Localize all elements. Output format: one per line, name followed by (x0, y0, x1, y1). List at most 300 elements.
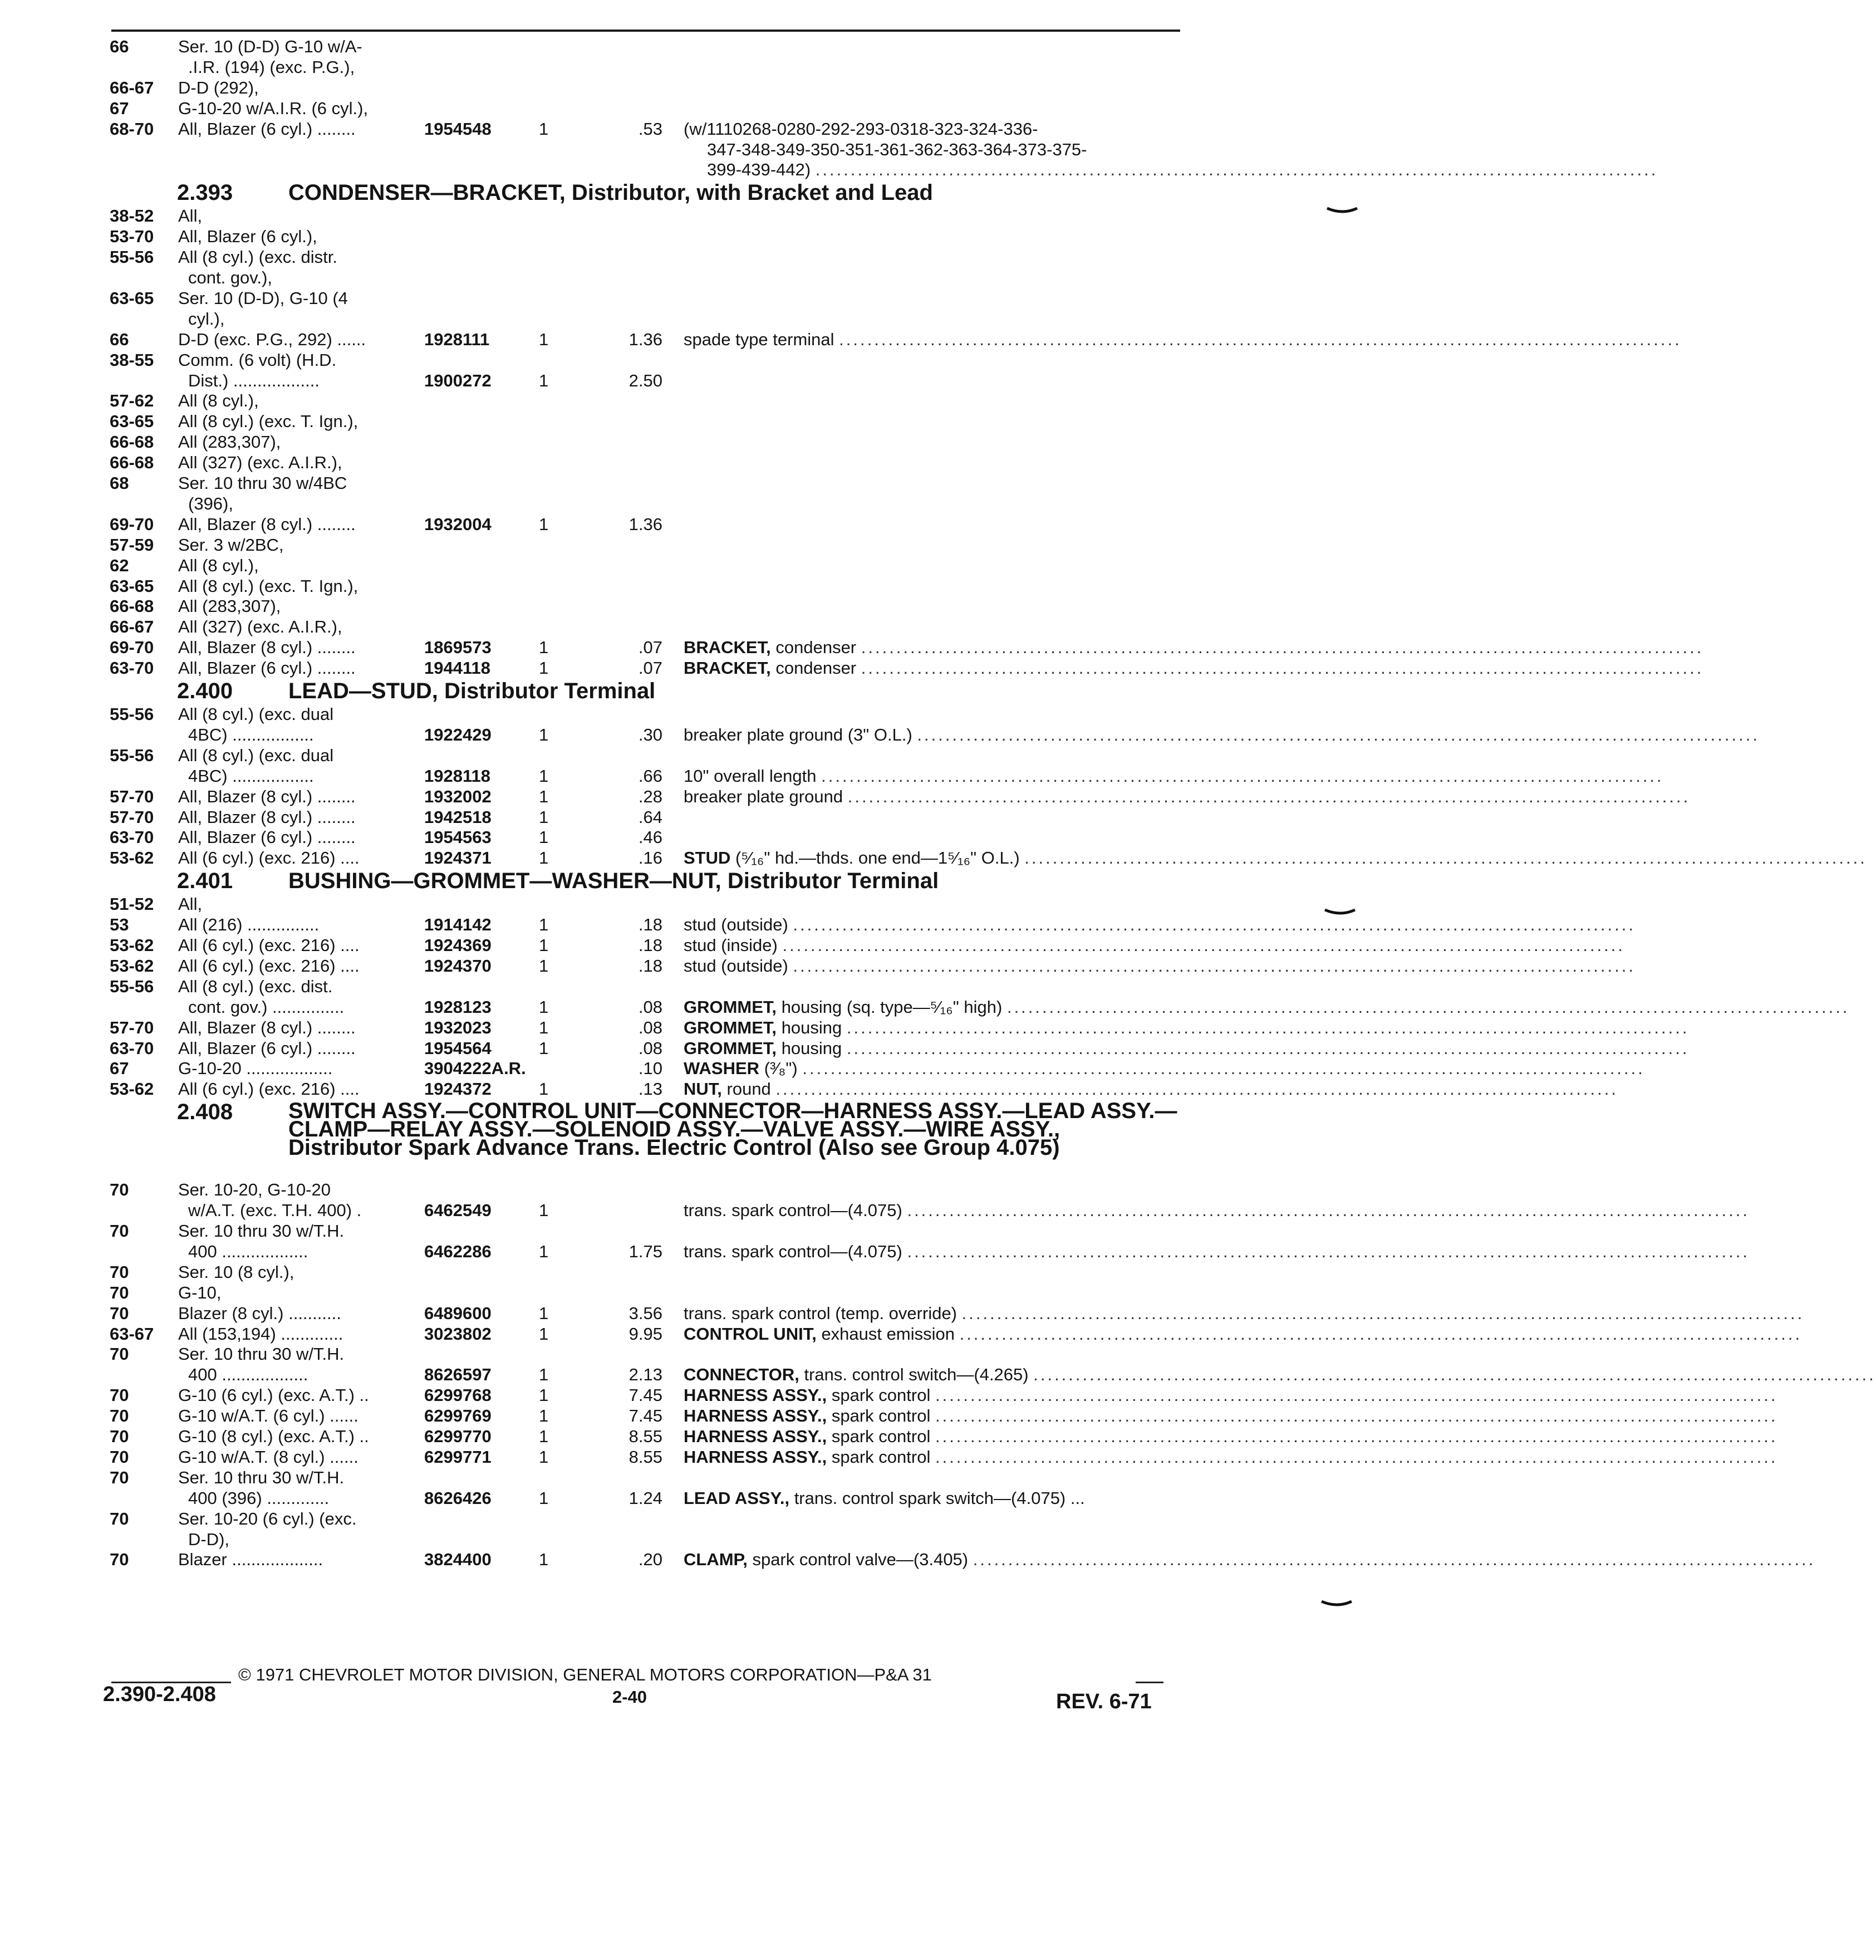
part-row (0, 247, 1407, 267)
part-row (0, 268, 1407, 288)
part-number: 3023802 (424, 1324, 492, 1344)
footer-section-range: 2.390-2.408 (103, 1683, 216, 1706)
part-number: 1944118 (424, 658, 490, 678)
model-years: 66 (110, 329, 129, 349)
price: .16 (638, 848, 662, 868)
leader-dots: ........................................................................................................................ (861, 658, 1704, 678)
model-years: 69-70 (110, 638, 154, 658)
application: All (8 cyl.) (exc. dist. (178, 976, 333, 996)
leader-dots: ........................................................................................................................ (961, 1303, 1805, 1323)
application: G-10 w/A.T. (6 cyl.) ...... (178, 1406, 358, 1426)
leader-dots: ........................................................................................................................ (959, 1324, 1803, 1344)
application: Ser. 10 (D-D) G-10 w/A- (178, 37, 362, 56)
application: 400 .................. (188, 1365, 308, 1385)
leader-dots: ........................................................................................................................ (802, 1059, 1645, 1079)
description-text: (⁵⁄₁₆" hd.—thds. one end—1⁵⁄₁₆" O.L.) (735, 848, 1020, 868)
quantity: 1 (539, 724, 549, 744)
description (684, 638, 1704, 658)
part-row (0, 78, 1407, 98)
application: Ser. 10-20 (6 cyl.) (exc. (178, 1508, 357, 1528)
application: All, Blazer (6 cyl.) ........ (178, 119, 356, 139)
description-part-name: GROMMET, (684, 997, 777, 1017)
description-text: round (726, 1079, 771, 1099)
footer-rule-right (1136, 1682, 1163, 1683)
quantity: 1 (539, 1303, 549, 1323)
leader-dots: ........................................................................................................................ (775, 1079, 1618, 1099)
part-row (0, 786, 1691, 807)
quantity: 1 (539, 766, 549, 786)
application: All (283,307), (178, 596, 281, 616)
part-row (0, 556, 1407, 576)
application: Ser. 10 thru 30 w/T.H. (178, 1221, 345, 1241)
application: All (6 cyl.) (exc. 216) .... (178, 1079, 360, 1099)
description (684, 1406, 1778, 1426)
leader-dots: ........................................................................................................................ (782, 935, 1625, 955)
part-row (0, 391, 1407, 411)
model-years: 70 (110, 1180, 129, 1200)
quantity: 1 (539, 1017, 549, 1037)
part-number: 1942518 (424, 807, 492, 827)
application: cyl.), (188, 308, 225, 329)
group-number: 2.408 (177, 1100, 233, 1125)
part-row (0, 1509, 1407, 1529)
leader-dots: ........................................................................................................................ (973, 1550, 1816, 1570)
quantity: 1 (539, 119, 549, 139)
description (684, 766, 1664, 786)
application: G-10 (6 cyl.) (exc. A.T.) .. (178, 1385, 369, 1405)
part-row (0, 1038, 1690, 1059)
quantity: 1 (539, 329, 549, 349)
application: All (8 cyl.) (exc. T. Ign.), (178, 576, 358, 596)
application: All (6 cyl.) (exc. 216) .... (178, 935, 360, 955)
quantity: 1 (539, 658, 549, 678)
part-row (0, 411, 1407, 432)
quantity: 1 (539, 997, 549, 1017)
description (684, 848, 1867, 868)
description (684, 1303, 1805, 1324)
part-row (0, 160, 1658, 180)
footer-copyright-line (111, 1665, 1163, 1687)
description (684, 955, 1636, 976)
description (684, 786, 1691, 807)
model-years: 66-67 (110, 77, 154, 97)
margin-mark (1320, 1599, 1353, 1609)
leader-dots: ........................................................................................................................ (861, 638, 1704, 658)
part-row (0, 704, 1407, 724)
part-row (0, 658, 1704, 678)
leader-dots: ........................................................................................................................ (839, 329, 1682, 349)
part-number: 1924370 (424, 955, 492, 976)
leader-dots: ........................................................................................................................ (1033, 1365, 1876, 1385)
part-row (0, 329, 1682, 350)
model-years: 70 (110, 1385, 129, 1405)
part-row (0, 807, 1407, 827)
price: .07 (638, 638, 662, 658)
description-text: breaker plate ground (3" O.L.) (684, 724, 912, 744)
description-text: spade type terminal (684, 329, 834, 349)
description-text: housing (sq. type—⁵⁄₁₆" high) (781, 997, 1003, 1017)
description-text: exhaust emission (821, 1324, 955, 1344)
description-part-name: HARNESS ASSY., (684, 1385, 827, 1405)
quantity: 1 (539, 1488, 549, 1508)
description-part-name: CLAMP, (684, 1550, 748, 1570)
application: All (8 cyl.) (exc. T. Ign.), (178, 411, 358, 432)
quantity: 1 (539, 827, 549, 847)
description-part-name: GROMMET, (684, 1038, 777, 1058)
model-years: 66 (110, 37, 129, 56)
model-years: 53-70 (110, 227, 154, 247)
description-part-name: HARNESS ASSY., (684, 1447, 827, 1467)
price: .07 (638, 658, 662, 678)
model-years: 53-62 (110, 848, 154, 868)
application: All (6 cyl.) (exc. 216) .... (178, 955, 360, 976)
part-number: 6299770 (424, 1427, 492, 1446)
application: All (153,194) ............. (178, 1324, 343, 1344)
model-years: 66-68 (110, 432, 154, 452)
part-row (0, 915, 1636, 935)
part-row (0, 894, 1407, 914)
application: w/A.T. (exc. T.H. 400) . (188, 1200, 362, 1221)
application: All, (178, 894, 203, 914)
model-years: 70 (110, 1427, 129, 1446)
leader-dots: ........................................................................................................................ (935, 1427, 1778, 1446)
application: All (8 cyl.), (178, 391, 259, 411)
part-number: 1932004 (424, 514, 492, 534)
part-row (0, 1427, 1778, 1447)
group-title: LEAD—STUD, Distributor Terminal (288, 679, 656, 703)
part-row (0, 1406, 1778, 1426)
price: .18 (638, 955, 662, 976)
group-number: 2.401 (177, 869, 233, 894)
description-text: trans. spark control—(4.075) (684, 1241, 902, 1261)
part-row (0, 37, 1407, 57)
application: 4BC) ................. (188, 766, 314, 786)
model-years: 70 (110, 1467, 129, 1487)
description-part-name: GROMMET, (684, 1017, 777, 1037)
application: All, Blazer (8 cyl.) ........ (178, 514, 356, 534)
application: G-10 w/A.T. (8 cyl.) ...... (178, 1447, 358, 1467)
leader-dots: ........................................................................................................................ (1006, 997, 1850, 1017)
description (684, 997, 1850, 1017)
quantity: 1 (539, 1447, 549, 1467)
model-years: 38-55 (110, 350, 154, 370)
application: All, Blazer (8 cyl.) ........ (178, 1017, 356, 1037)
part-row (0, 535, 1407, 555)
price: .18 (638, 915, 662, 935)
part-number: 1900272 (424, 370, 492, 390)
quantity: 1 (539, 1038, 549, 1058)
description (684, 724, 1760, 745)
leader-dots: ........................................................................................................................ (1024, 848, 1867, 868)
model-years: 51-52 (110, 894, 154, 914)
application: D-D), (188, 1529, 230, 1549)
application: All (327) (exc. A.I.R.), (178, 453, 342, 473)
application: All, Blazer (6 cyl.) ........ (178, 1038, 356, 1058)
part-row (0, 638, 1704, 658)
quantity: 1 (539, 1365, 549, 1385)
model-years: 70 (110, 1344, 129, 1364)
part-number: 1924369 (424, 935, 492, 955)
part-number: 6462549 (424, 1200, 492, 1221)
description (684, 1427, 1778, 1447)
application: Comm. (6 volt) (H.D. (178, 350, 337, 370)
model-years: 63-65 (110, 576, 154, 596)
description-text: spark control (831, 1427, 931, 1446)
quantity: 1 (539, 935, 549, 955)
group-number: 2.400 (177, 679, 233, 703)
description (684, 1385, 1778, 1405)
model-years: 69-70 (110, 514, 154, 534)
model-years: 63-67 (110, 1324, 154, 1344)
footer-revision: REV. 6-71 (1056, 1690, 1152, 1713)
description-text: 347-348-349-350-351-361-362-363-364-373-375- (707, 139, 1087, 159)
description (684, 915, 1636, 935)
application: cont. gov.) ............... (188, 997, 345, 1017)
quantity: 1 (539, 1550, 549, 1570)
model-years: 67 (110, 1059, 129, 1079)
part-row (0, 848, 1867, 868)
part-row (0, 371, 1407, 391)
part-number: 6489600 (424, 1303, 492, 1323)
application: Ser. 10 thru 30 w/T.H. (178, 1344, 345, 1364)
part-row (0, 827, 1407, 847)
part-number: 1914142 (424, 915, 492, 935)
application: G-10, (178, 1282, 222, 1302)
description-text: trans. control spark switch—(4.075) ... (794, 1488, 1085, 1508)
leader-dots: ........................................................................................................................ (846, 1017, 1690, 1037)
description (707, 140, 1169, 160)
part-number: 6299769 (424, 1406, 492, 1426)
application: Ser. 10-20, G-10-20 (178, 1180, 331, 1200)
model-years: 63-65 (110, 411, 154, 432)
part-row (0, 955, 1636, 976)
leader-dots: ........................................................................................................................ (935, 1447, 1778, 1467)
model-years: 63-70 (110, 1038, 154, 1058)
part-row (0, 1262, 1407, 1282)
application: All, Blazer (6 cyl.), (178, 227, 317, 247)
price: 9.95 (628, 1324, 662, 1344)
part-row (0, 432, 1407, 452)
description-text: spark control (831, 1447, 931, 1467)
model-years: 70 (110, 1303, 129, 1323)
description-part-name: BRACKET, (684, 638, 771, 658)
price: .08 (638, 1038, 662, 1058)
quantity: 1 (539, 1241, 549, 1261)
quantity: 1 (539, 915, 549, 935)
footer-page-number: 2-40 (612, 1687, 647, 1707)
description-text: 10" overall length (684, 766, 817, 786)
price: .13 (638, 1079, 662, 1099)
quantity: 1 (539, 1406, 549, 1426)
description-part-name: CONTROL UNIT, (684, 1324, 817, 1344)
description-text: housing (781, 1038, 842, 1058)
model-years: 66-67 (110, 617, 154, 637)
part-row (0, 494, 1407, 514)
leader-dots: ........................................................................................................................ (917, 724, 1760, 744)
model-years: 70 (110, 1262, 129, 1282)
model-years: 57-62 (110, 391, 154, 411)
model-years: 55-56 (110, 976, 154, 996)
part-number: 1928111 (424, 329, 490, 349)
model-years: 57-70 (110, 807, 154, 827)
part-row (0, 766, 1664, 786)
application: All, Blazer (8 cyl.) ........ (178, 786, 356, 806)
part-number: 1954548 (424, 119, 492, 139)
price: 7.45 (628, 1406, 662, 1426)
description (684, 935, 1625, 955)
model-years: 63-65 (110, 288, 154, 308)
part-row (0, 1283, 1407, 1303)
part-row (0, 576, 1407, 596)
part-number: 1922429 (424, 724, 492, 744)
description-part-name: HARNESS ASSY., (684, 1406, 827, 1426)
part-row (0, 1241, 1750, 1262)
price: .64 (638, 807, 662, 827)
description (684, 1447, 1778, 1467)
price: .08 (638, 997, 662, 1017)
description-text: condenser (775, 638, 857, 658)
description-text: trans. control switch—(4.265) (804, 1365, 1029, 1385)
leader-dots: ........................................................................................................................ (846, 1038, 1690, 1058)
application: Dist.) .................. (188, 370, 320, 390)
leader-dots: ........................................................................................................................ (935, 1406, 1778, 1426)
part-number: 6299771 (424, 1447, 492, 1467)
leader-dots: ........................................................................................................................ (793, 955, 1636, 976)
part-row (0, 1488, 1407, 1508)
model-years: 70 (110, 1282, 129, 1302)
application: All, (178, 206, 203, 226)
part-row (0, 746, 1407, 766)
part-number: 3904222A.R. (424, 1059, 526, 1079)
price: .46 (638, 827, 662, 847)
price: .66 (638, 766, 662, 786)
part-row (0, 935, 1625, 955)
part-number: 8626426 (424, 1488, 492, 1508)
application: Ser. 10 thru 30 w/4BC (178, 473, 347, 493)
leader-dots: ........................................................................................................................ (907, 1241, 1750, 1261)
leader-dots: ........................................................................................................................ (815, 160, 1658, 180)
application: 4BC) ................. (188, 724, 314, 744)
application: All (8 cyl.) (exc. dual (178, 745, 334, 765)
part-row (0, 1468, 1407, 1488)
part-row (0, 1180, 1407, 1200)
price: .20 (638, 1550, 662, 1570)
part-row (0, 227, 1407, 247)
application: D-D (exc. P.G., 292) ...... (178, 329, 366, 349)
application: (396), (188, 493, 233, 513)
description (684, 329, 1682, 350)
quantity: 1 (539, 638, 549, 658)
description-text: breaker plate ground (684, 786, 843, 806)
price: 7.45 (628, 1385, 662, 1405)
model-years: 53-62 (110, 1079, 154, 1099)
description-text: spark control valve—(3.405) (752, 1550, 969, 1570)
description (684, 1550, 1816, 1570)
description-part-name: CONNECTOR, (684, 1365, 799, 1385)
description-text: condenser (775, 658, 857, 678)
part-row (0, 1530, 1407, 1550)
model-years: 62 (110, 555, 129, 575)
part-row (0, 617, 1407, 637)
price: 8.55 (628, 1427, 662, 1446)
leader-dots: ........................................................................................................................ (821, 766, 1664, 786)
application: All, Blazer (6 cyl.) ........ (178, 827, 356, 847)
price: 1.24 (628, 1488, 662, 1508)
description-text: stud (inside) (684, 935, 778, 955)
description-part-name: WASHER (684, 1059, 760, 1079)
description-text: (w/1110268-0280-292-293-0318-323-324-336- (684, 119, 1038, 139)
part-row (0, 1017, 1690, 1038)
model-years: 55-56 (110, 745, 154, 765)
part-number: 1928118 (424, 766, 490, 786)
application: .I.R. (194) (exc. P.G.), (188, 57, 355, 77)
part-row (0, 1221, 1407, 1241)
model-years: 38-52 (110, 206, 154, 226)
price: .18 (638, 935, 662, 955)
footer-copyright: © 1971 CHEVROLET MOTOR DIVISION, GENERAL MOTORS CORPORATION—P&A 31 (238, 1665, 932, 1684)
description-text: stud (outside) (684, 955, 788, 976)
application: Ser. 10 (8 cyl.), (178, 1262, 294, 1282)
description-text: spark control (831, 1385, 931, 1405)
model-years: 66-68 (110, 453, 154, 473)
quantity: 1 (539, 807, 549, 827)
part-row (0, 1303, 1805, 1324)
description-part-name: LEAD ASSY., (684, 1488, 790, 1508)
description (684, 1059, 1645, 1079)
price: 1.75 (628, 1241, 662, 1261)
application: G-10-20 .................. (178, 1059, 333, 1079)
price: .10 (638, 1059, 662, 1079)
model-years: 70 (110, 1221, 129, 1241)
part-number: 1928123 (424, 997, 492, 1017)
application: Ser. 10 thru 30 w/T.H. (178, 1467, 345, 1487)
part-row (0, 1365, 1876, 1385)
model-years: 53-62 (110, 935, 154, 955)
part-number: 1954563 (424, 827, 492, 847)
part-row (0, 1324, 1803, 1344)
model-years: 67 (110, 98, 129, 118)
part-row (0, 453, 1407, 473)
price: 2.50 (628, 370, 662, 390)
application: All, Blazer (6 cyl.) ........ (178, 658, 356, 678)
quantity: 1 (539, 370, 549, 390)
part-row (0, 473, 1407, 493)
application: D-D (292), (178, 77, 259, 97)
part-row (0, 1550, 1816, 1570)
part-row (0, 119, 1407, 139)
application: Blazer (8 cyl.) ........... (178, 1303, 341, 1323)
application: cont. gov.), (188, 268, 273, 287)
part-row (0, 288, 1407, 308)
model-years: 68 (110, 473, 129, 493)
price: .30 (638, 724, 662, 744)
description (684, 658, 1704, 678)
leader-dots: ........................................................................................................................ (935, 1385, 1778, 1405)
model-years: 63-70 (110, 658, 154, 678)
leader-dots: ........................................................................................................................ (907, 1200, 1750, 1221)
part-number: 1924371 (424, 848, 492, 868)
price: 1.36 (628, 329, 662, 349)
part-number: 6462286 (424, 1241, 492, 1261)
model-years: 57-70 (110, 1017, 154, 1037)
price: 3.56 (628, 1303, 662, 1323)
part-row (0, 596, 1407, 616)
part-row (0, 724, 1760, 745)
part-row (0, 1385, 1778, 1405)
part-row (0, 140, 1407, 160)
description-text: (³⁄₈") (764, 1059, 798, 1079)
application: All (8 cyl.), (178, 555, 259, 575)
